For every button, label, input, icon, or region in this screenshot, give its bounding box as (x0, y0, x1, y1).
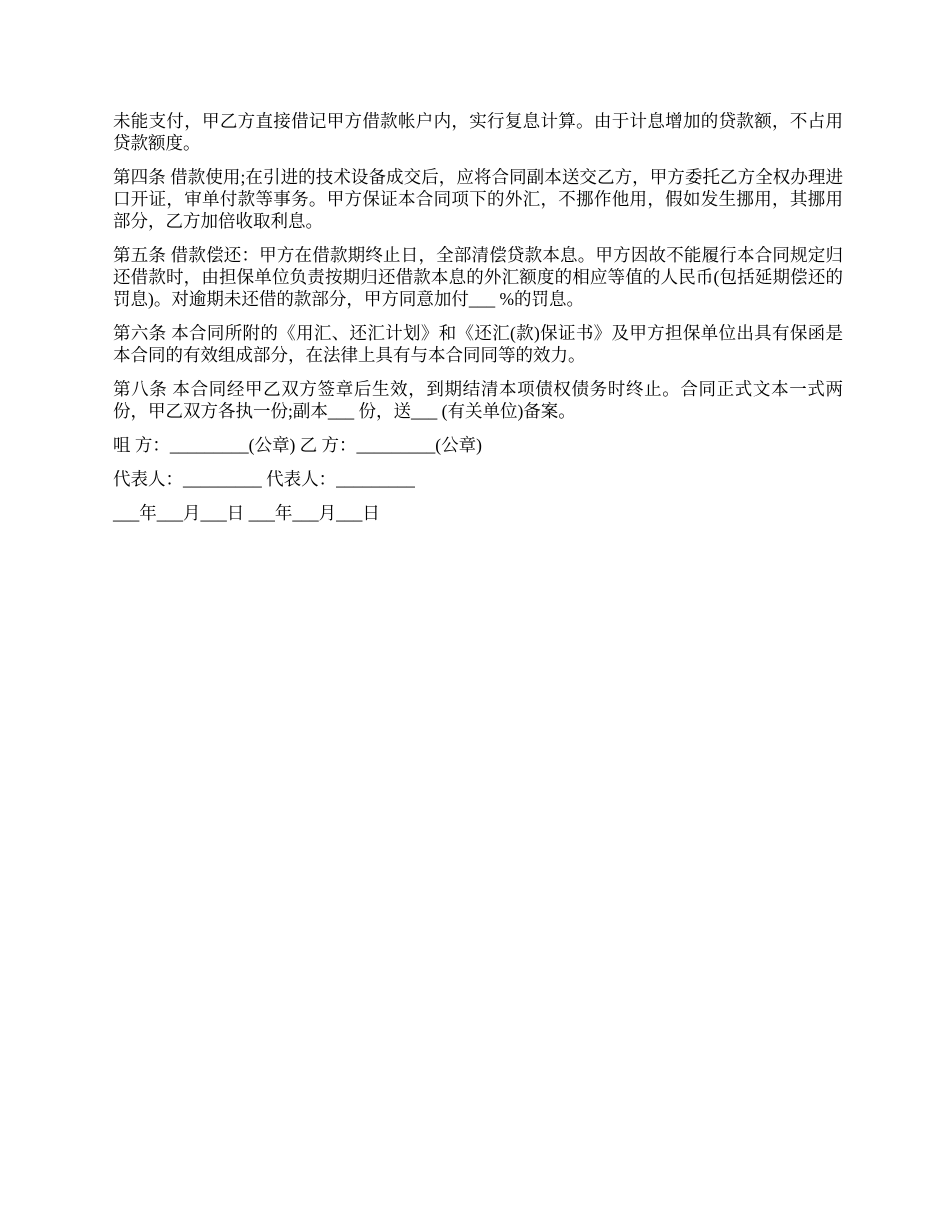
document-page (113, 110, 843, 524)
paragraph-article-4-loan-use: 第四条 借款使用;在引进的技术设备成交后，应将合同副本送交乙方，甲方委托乙方全权办理进口开证，审单付款等事务。甲方保证本合同项下的外汇，不挪作他用，假如发生挪用，其挪用部分，乙方加倍收取利息。 (113, 167, 843, 231)
paragraph-interest-compounding: 未能支付，甲乙方直接借记甲方借款帐户内，实行复息计算。由于计息增加的贷款额，不占用贷款额度。 (113, 111, 843, 153)
signature-representatives-line: 代表人：_________ 代表人：_________ (113, 469, 415, 489)
paragraph-article-5-repayment: 第五条 借款偿还：甲方在借款期终止日，全部清偿贷款本息。甲方因故不能履行本合同规定归还借款时，由担保单位负责按期归还借款本息的外汇额度的相应等值的人民币(包括延期偿还的罚息)。对逾期未还借的款部分，甲方同意加付___ %的罚息。 (113, 245, 843, 309)
paragraph-article-8-effectiveness: 第八条 本合同经甲乙双方签章后生效，到期结清本项债权债务时终止。合同正式文本一式两份，甲乙双方各执一份;副本___ 份，送___ (有关单位)备案。 (113, 379, 843, 421)
signature-dates-line: ___年___月___日 ___年___月___日 (113, 503, 380, 523)
paragraph-article-6-attachments: 第六条 本合同所附的《用汇、还汇计划》和《还汇(款)保证书》及甲方担保单位出具有保函是本合同的有效组成部分，在法律上具有与本合同同等的效力。 (113, 323, 843, 365)
signature-parties-line: 咀 方：_________(公章) 乙 方：_________(公章) (113, 435, 482, 455)
